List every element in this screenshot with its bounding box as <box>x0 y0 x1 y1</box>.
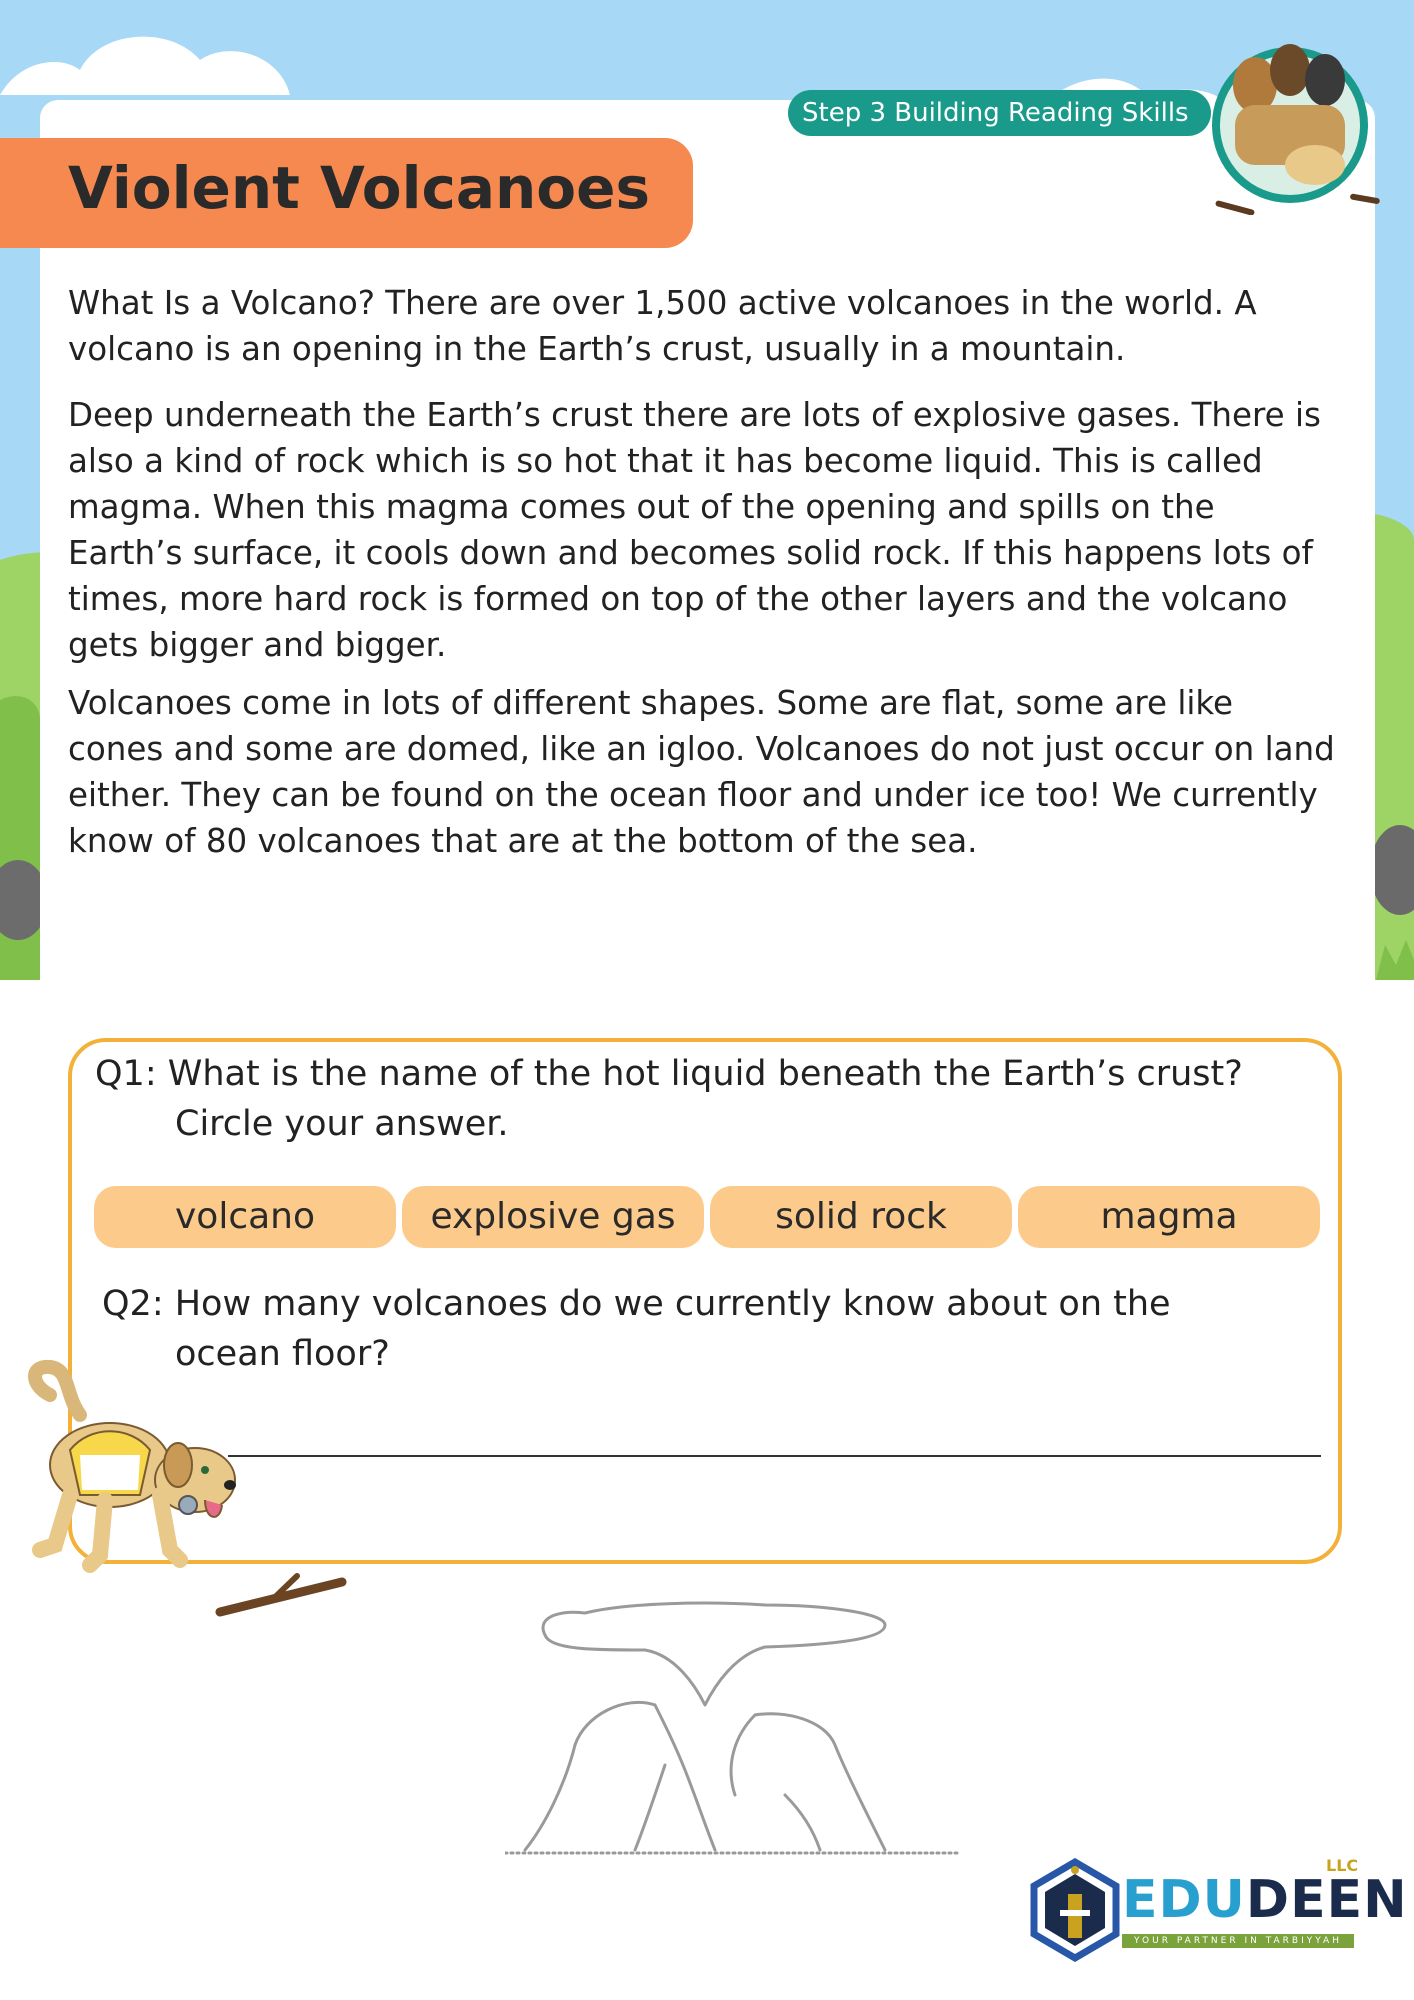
volcano-outline-icon <box>505 1595 960 1855</box>
answer-option-solid-rock[interactable]: solid rock <box>710 1186 1012 1248</box>
answer-option-magma[interactable]: magma <box>1018 1186 1320 1248</box>
dog-illustration-icon <box>10 1355 250 1595</box>
page-title: Violent Volcanoes <box>68 154 650 222</box>
question-1-line-1: Q1: What is the name of the hot liquid beneath the Earth’s crust? <box>95 1054 1243 1094</box>
logo-wordmark <box>1122 1870 1408 1930</box>
logo-llc: LLC <box>1326 1856 1359 1875</box>
passage-paragraph-2: Deep underneath the Earth’s crust there are lots of explosive gases. There is also a kind of rock which is so hot that it has become liquid. This is called magma. When this magma comes out of the opening and spills on the Earth’s surface, it cools down and becomes solid rock. If this happens lots of times, more hard rock is formed on top of the other layers and the volcano gets bigger and bigger. <box>68 396 1321 664</box>
eduden-logo-icon <box>1030 1858 1120 1962</box>
eduden-logo <box>1030 1848 1408 1968</box>
logo-edu: EDU <box>1122 1870 1246 1930</box>
logo-tagline: YOUR PARTNER IN TARBIYYAH <box>1122 1934 1354 1948</box>
question-2-line-1: Q2: How many volcanoes do we currently know about on the <box>102 1284 1171 1324</box>
step-label-pill <box>788 90 1211 136</box>
stick-icon <box>212 1560 352 1620</box>
passage-paragraph-1: What Is a Volcano? There are over 1,500 active volcanoes in the world. A volcano is an opening in the Earth’s crust, usually in a mountain. <box>68 284 1257 368</box>
title-banner <box>0 138 693 248</box>
question-1-line-2: Circle your answer. <box>175 1104 509 1144</box>
passage-paragraph-3: Volcanoes come in lots of different shapes. Some are flat, some are like cones and some are domed, like an igloo. Volcanoes do not just occur on land either. They can be found on the ocean floor and under ice too! We currently know of 80 volcanoes that are at the bottom of the sea. <box>68 684 1335 860</box>
dog-characters-badge-icon <box>1195 15 1380 215</box>
question-2-line-2: ocean floor? <box>175 1334 390 1374</box>
logo-deen: DEEN <box>1245 1870 1408 1930</box>
answer-option-volcano[interactable]: volcano <box>94 1186 396 1248</box>
answer-option-explosive-gas[interactable]: explosive gas <box>402 1186 704 1248</box>
answer-line[interactable] <box>228 1455 1321 1457</box>
step-label: Step 3 Building Reading Skills <box>802 98 1189 128</box>
